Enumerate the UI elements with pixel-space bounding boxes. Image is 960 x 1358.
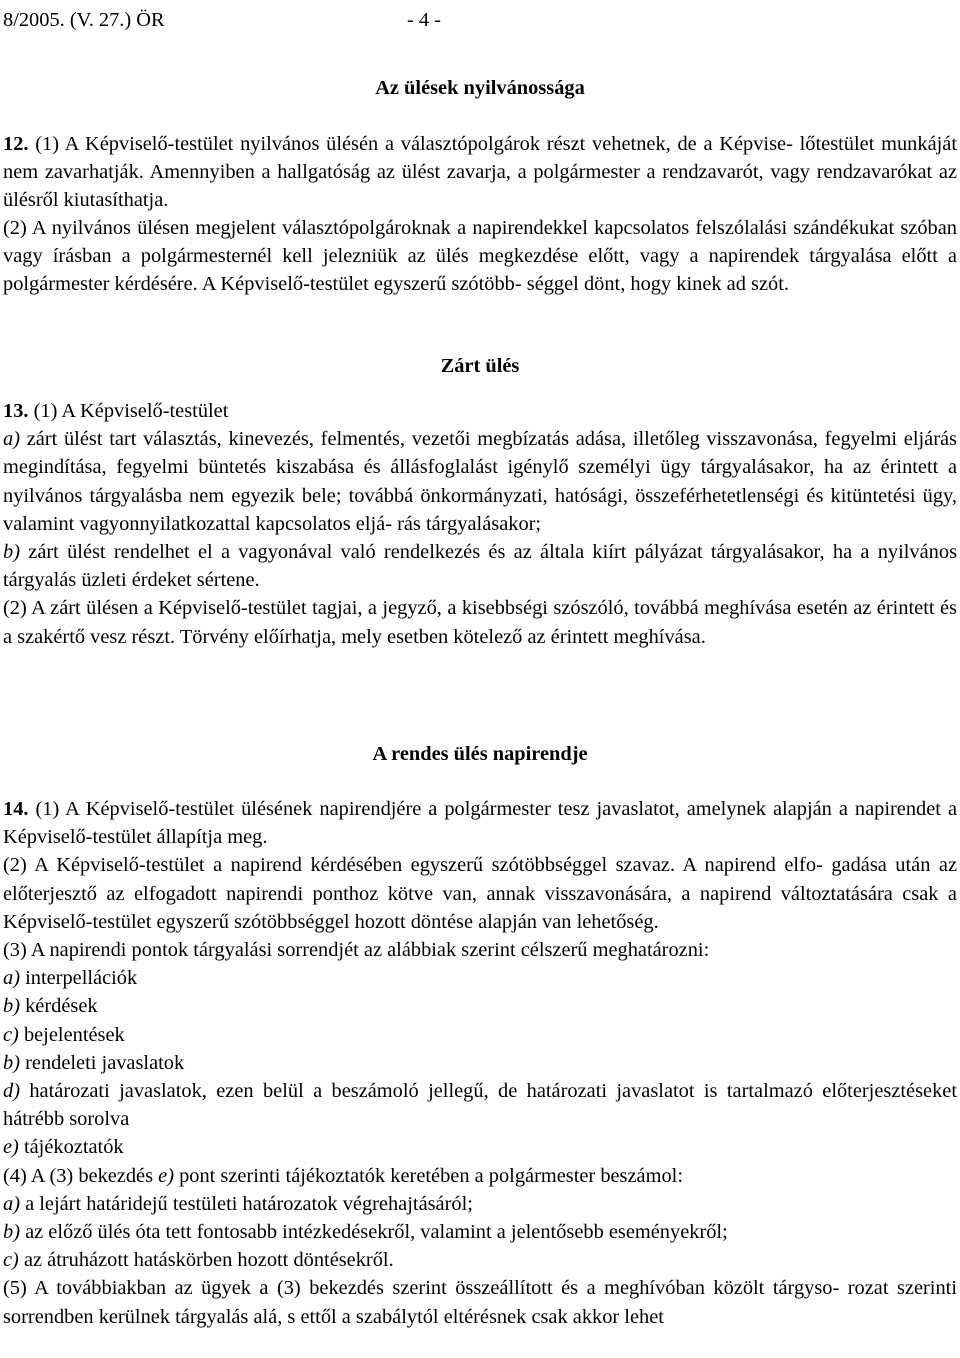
report-items-list <box>3 1190 957 1275</box>
paragraph-13 <box>3 397 957 651</box>
list-item: b) rendeleti javaslatok <box>3 1051 185 1074</box>
page-number: - 4 - <box>407 9 441 31</box>
item-marker: a) <box>3 967 20 990</box>
list-item: e) tájékoztatók <box>3 1136 124 1159</box>
item-marker: a) <box>3 1192 20 1215</box>
list-item: b) az előző ülés óta tett fontosabb intézkedésekről, valamint a jelentősebb eseményekről; <box>3 1221 728 1244</box>
item-marker: b) <box>3 1051 20 1074</box>
paragraph-text: (2) A Képviselő-testület a napirend kérdésében egyszerű szótöbbséggel szavaz. A napirend elfo- gadása után az előterjesztő az elfogadott napirendi ponthoz kötve van, annak visszavonására, a napirend változtatására csak a Képviselő-testület egyszerű szótöbbséggel hozott döntése alapján van lehetőség. <box>3 854 957 933</box>
item-marker: b) <box>3 541 20 564</box>
section-title-public-sessions: Az ülések nyilvánossága <box>375 77 585 99</box>
page-header <box>3 6 957 36</box>
paragraph-text: (1) A Képviselő-testület <box>28 400 229 422</box>
section-title-closed-session: Zárt ülés <box>440 355 520 377</box>
item-marker: b) <box>3 1221 20 1244</box>
paragraph-number: 14. <box>3 798 29 820</box>
paragraph-text: (2) A zárt ülésen a Képviselő-testület tagjai, a jegyző, a kisebbségi szószóló, továbbá meghívása esetén az érintett és a szakértő vesz részt. Törvény előírhatja, mely esetben kötelező az érintett meghívása. <box>3 597 957 648</box>
regulation-number: 8/2005. (V. 27.) ÖR <box>3 9 165 31</box>
item-marker: e) <box>3 1136 19 1159</box>
paragraph-text: (1) A Képviselő-testület ülésének napirendjére a polgármester tesz javaslatot, amelynek alapján a napirendet a Képviselő-testület állapítja meg. <box>3 798 957 849</box>
list-item: a) zárt ülést tart választás, kinevezés, felmentés, vezetői megbízatás adása, illetőleg visszavonása, fegyelmi eljárás megindítása, fegyelmi büntetés kiszabása és állásfoglalást igénylő személyi ügy tárgyalásakor, ha az érintett a nyilvános tárgyalásba nem egyezik bele; továbbá önkormányzati, hatósági, összeférhetetlenségi és kitüntetési ügy, valamint vagyonnyilatkozattal kapcsolatos eljá- rás tárgyalásakor; <box>3 428 957 535</box>
section-title-ordinary-agenda: A rendes ülés napirendje <box>372 743 588 765</box>
paragraph-text: (5) A továbbiakban az ügyek a (3) bekezdés szerint összeállított és a meghívóban közölt tárgyso- rozat szerinti sorrendben kerülnek tárgyalás alá, s ettől a szabálytól eltérésnek csak akkor lehet <box>3 1277 957 1328</box>
item-marker: d) <box>3 1080 20 1103</box>
paragraph-12-2 <box>3 214 957 299</box>
agenda-order-list <box>3 964 957 1161</box>
list-item: b) zárt ülést rendelhet el a vagyonával való rendelkezés és az általa kiírt pályázat tárgyalásakor, ha a nyilvános tárgyalás üzleti érdeket sértene. <box>3 541 957 592</box>
paragraph-number: 13. <box>3 400 29 422</box>
item-marker: c) <box>3 1249 19 1272</box>
paragraph-text: (1) A Képviselő-testület nyilvános ülésén a választópolgárok részt vehetnek, de a Képvise- lőtestület munkáját nem zavarhatják. Amennyiben a hallgatóság az ülést zavarja, a polgármester a rendzavarót, vagy rendzavarókat az ülésről kiutasíthatja. <box>3 133 957 212</box>
paragraph-number: 12. <box>3 133 29 155</box>
list-item: d) határozati javaslatok, ezen belül a beszámoló jellegű, de határozati javaslatot is tartalmazó előterjesztéseket hátrébb sorolva <box>3 1080 957 1131</box>
paragraph-14: 14. (1) A Képviselő-testület ülésének napirendjére a polgármester tesz javaslatot, amelynek alapján a napirendet a Képviselő-testület állapítja meg. (2) A Képviselő-testület a napirend kérdésében egyszerű szótöbbséggel szavaz. A napirend elfo- gadása után az előterjesztő az elfogadott napirendi ponthoz kötve van, annak visszavonására, a napirend változtatására csak a Képviselő-testület egyszerű szótöbbséggel hozott döntése alapján van lehetőség. (3) A napirendi pontok tárgyalási sorrendjét az alábbiak szerint célszerű meghatározni: a) interpellációk b) kérdések c) bejelentések b) rendeleti javaslatok d) határozati javaslatok, ezen belül a beszámoló jellegű, de határozati javaslatot is tartalmazó előterjesztéseket hátrébb sorolva e) tájékoztatók (4) A (3) bekezdés e) pont szerinti tájékoztatók keretében a polgármester beszámol: a) a lejárt határidejű testületi határozatok végrehajtásáról; b) az előző ülés óta tett fontosabb intézkedésekről, valamint a jelentősebb eseményekről; c) az átruházott hatáskörben hozott döntésekről. (5) A továbbiakban az ügyek a (3) bekezdés szerint összeállított és a meghívóban közölt tárgyso- rozat szerinti sorrendben kerülnek tárgyalás alá, s ettől a szabálytól eltérésnek csak akkor lehet <box>3 795 957 1331</box>
list-item: c) az átruházott hatáskörben hozott döntésekről. <box>3 1249 394 1272</box>
list-item: c) bejelentések <box>3 1023 125 1046</box>
list-item: a) interpellációk <box>3 967 138 990</box>
list-item: a) a lejárt határidejű testületi határozatok végrehajtásáról; <box>3 1192 473 1215</box>
paragraph-text: (2) A nyilvános ülésen megjelent választópolgároknak a napirendekkel kapcsolatos felszólalási szándékukat szóban vagy írásban a polgármesternél kell jelezniük az ülés megkezdése előtt, vagy a napirendek tárgyalása előtt a polgármester kérdésére. A Képviselő-testület egyszerű szótöbb- séggel dönt, hogy kinek ad szót. <box>3 217 957 296</box>
item-marker: a) <box>3 428 20 451</box>
paragraph-text: (3) A napirendi pontok tárgyalási sorrendjét az alábbiak szerint célszerű meghatározni: <box>3 939 710 962</box>
item-marker: b) <box>3 995 20 1018</box>
list-item: b) kérdések <box>3 995 98 1018</box>
item-marker: c) <box>3 1023 19 1046</box>
paragraph-12-1 <box>3 130 957 215</box>
item-marker: e) <box>158 1164 174 1187</box>
